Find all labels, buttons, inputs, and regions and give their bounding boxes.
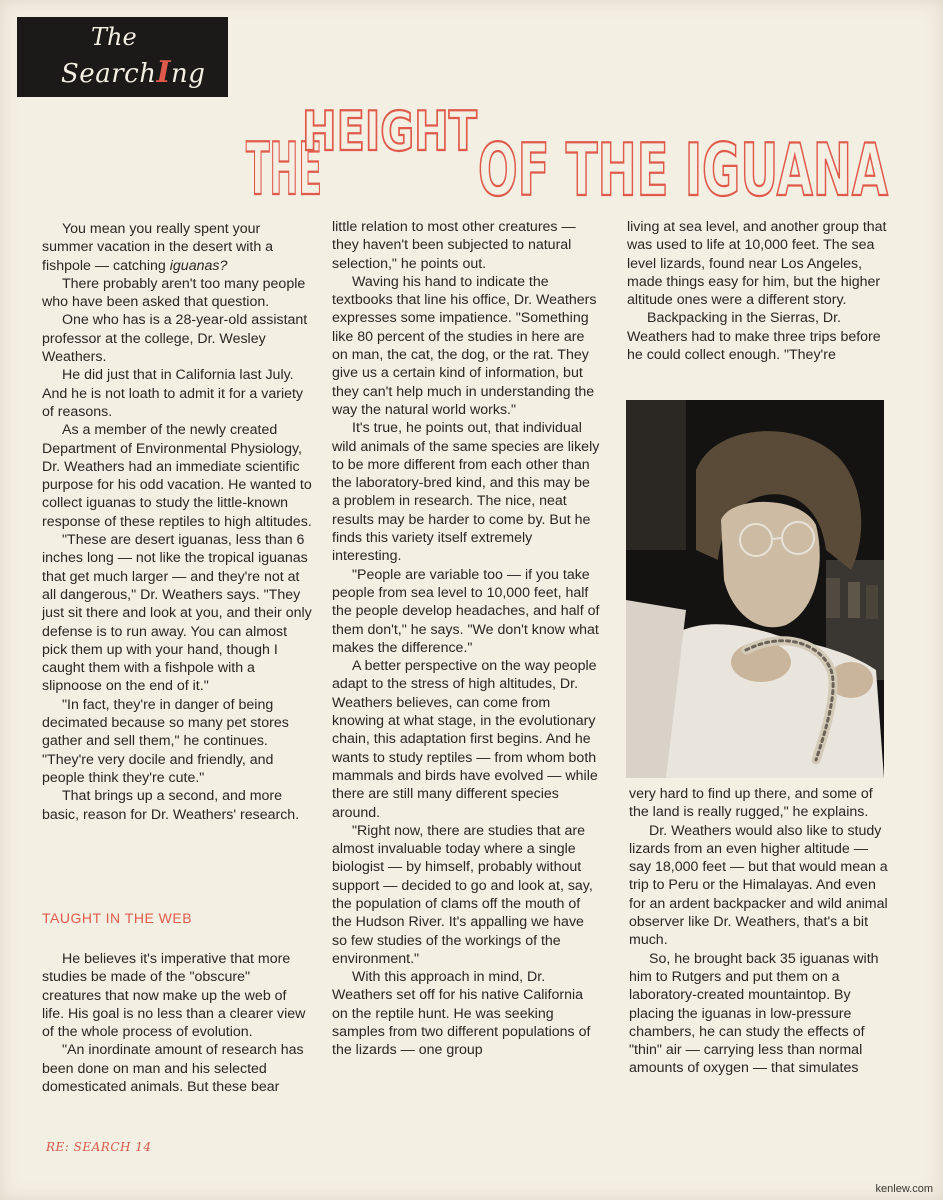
- section-subhead: TAUGHT IN THE WEB: [42, 910, 193, 926]
- paragraph: Dr. Weathers would also like to study lizards from an even higher altitude — say 18,000 feet — but that would mean a trip to Peru or the Himalayas. And even for an ardent backpacker and wild animal observer like Dr. Weathers, that's a bit much.: [629, 822, 888, 949]
- paragraph: There probably aren't too many people who have been asked that question.: [42, 275, 306, 311]
- article-column-3: [627, 218, 889, 364]
- paragraph: That brings up a second, and more basic, reason for Dr. Weathers' research.: [42, 788, 300, 823]
- watermark: kenlew.com: [875, 1183, 933, 1195]
- photo-scientist-with-iguanas: [626, 400, 884, 778]
- paragraph: little relation to most other creatures — they haven't been subjected to natural selection," he points out.: [332, 219, 576, 272]
- paragraph: As a member of the newly created Department of Environmental Physiology, Dr. Weathers had an immediate scientific purpose for his odd vacation. He wanted to collect iguanas to study the little-known response of these reptiles to high altitudes.: [42, 422, 312, 530]
- paragraph: "People are variable too — if you take people from sea level to 10,000 feet, half the people develop headaches, and half of them don't," he says. "We don't know what makes the difference.": [332, 566, 600, 656]
- paragraph: So, he brought back 35 iguanas with him to Rutgers and put them on a laboratory-created mountaintop. By placing the iguanas in low-pressure chambers, he can study the effects of "thin" air — carrying less than normal amounts of oxygen — that simulates: [629, 950, 879, 1077]
- article-column-1-continued: [42, 950, 312, 1096]
- headline-of-the-iguana: OF THE IGUANA: [478, 128, 889, 210]
- paragraph: A better perspective on the way people adapt to the stress of high altitudes, Dr. Weathers believes, can come from knowing at what stage, in the evolutionary chain, this adaptation first begins. And he wants to study reptiles — from whom both mammals and birds have evolved — while there are still many different species around.: [332, 658, 598, 821]
- paragraph: Waving his hand to indicate the textbooks that line his office, Dr. Weathers expresses some impatience. "Something like 80 percent of the studies in here are on man, the cat, the dog, or the rat. They give us a certain kind of information, but they can't help much in understanding the way the natural world works.": [332, 273, 597, 418]
- paragraph: "Right now, there are studies that are almost invaluable today where a single biologist — by himself, probably without support — decided to go and look at, say, the population of clams off the mouth of the Hudson River. It's appalling we have so few studies of the workings of the environment.": [332, 822, 593, 967]
- paragraph: One who has is a 28-year-old assistant professor at the college, Dr. Wesley Weathers.: [42, 312, 308, 366]
- headline-height: HEIGHT: [302, 100, 478, 163]
- paragraph: living at sea level, and another group that was used to life at 10,000 feet. The sea level lizards, found near Los Angeles, made things easy for him, but the higher altitude ones were a different story.: [627, 219, 887, 309]
- paragraph: He believes it's imperative that more studies be made of the "obscure" creatures that now make up the web of life. His goal is no less than a clearer view of the whole process of evolution.: [42, 951, 306, 1041]
- article-column-3-continued: [629, 785, 889, 1078]
- page-footer: RE: SEARCH 14: [46, 1140, 152, 1154]
- paragraph: You mean you really spent your summer vacation in the desert with a fishpole — catching iguanas?: [42, 221, 274, 274]
- paragraph: "An inordinate amount of research has been done on man and his selected domesticated animals. But these bear: [42, 1042, 304, 1096]
- paragraph: It's true, he points out, that individual wild animals of the same species are likely to be more different from each other than the laboratory-bred kind, and this may be a problem in research. The nice, neat results may be harder to come by. But he finds this variety itself extremely interesting.: [332, 420, 600, 565]
- article-column-2: [332, 218, 600, 1060]
- masthead-searching: SearchIng: [61, 55, 206, 90]
- paragraph: "These are desert iguanas, less than 6 inches long — not like the tropical iguanas that get much larger — and they're not at all dangerous," Dr. Weathers says. "They just sit there and look at you, and their only defense is to run away. You can almost pick them up with your hand, though I caught them with a fishpole with a slipnoose on the end of it.": [42, 532, 312, 695]
- headline-the: THE: [246, 127, 322, 210]
- paragraph: He did just that in California last July. And he is not loath to admit it for a variety of reasons.: [42, 367, 304, 420]
- paragraph: "In fact, they're in danger of being decimated because so many pet stores gather and sell them," he continues. "They're very docile and friendly, and people think they're cute.": [42, 696, 289, 786]
- paragraph: With this approach in mind, Dr. Weathers set off for his native California on the reptile hunt. He was seeking samples from two different populations of the lizards — one group: [332, 969, 591, 1059]
- paragraph: very hard to find up there, and some of the land is really rugged," he explains.: [629, 786, 873, 821]
- masthead-the: The: [91, 23, 137, 51]
- headline: [0, 0, 943, 210]
- paragraph: Backpacking in the Sierras, Dr. Weathers had to make three trips before he could collect enough. "They're: [627, 310, 881, 364]
- article-column-1: [42, 220, 312, 824]
- emphasis-iguanas: iguanas?: [169, 257, 228, 274]
